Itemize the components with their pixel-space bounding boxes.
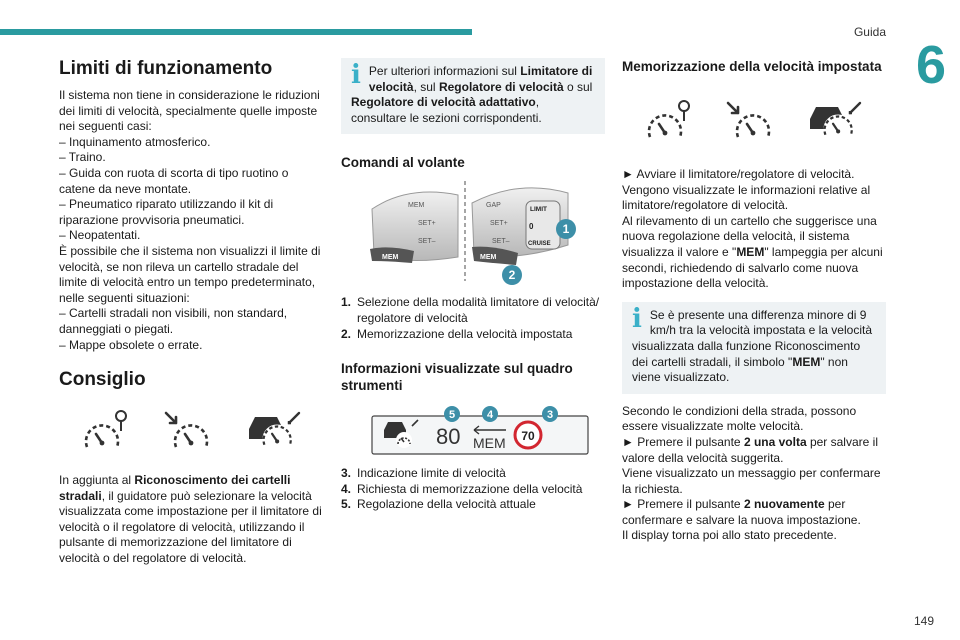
- limits-item: – Cartelli stradali non visibili, non standard, danneggiati o piegati.: [59, 306, 288, 336]
- callout-5-label: 5: [448, 409, 456, 422]
- car-speedometer-icon: [808, 99, 864, 145]
- list-item: 3. Indicazione limite di velocità: [341, 466, 506, 481]
- stalk-gap-label: GAP: [486, 202, 501, 210]
- list-item: 2. Memorizzazione della velocità impostata: [341, 326, 573, 341]
- limits-item: – Pneumatico riparato utilizzando il kit di riparazione provvisoria pneumatici.: [59, 197, 274, 227]
- limits-intro: Il sistema non tiene in considerazione le riduzioni dei limiti di velocità, specialmente quelle imposte nei seguenti casi:: [59, 88, 320, 134]
- section-title: Guida: [853, 25, 886, 39]
- controls-list: [341, 295, 605, 342]
- stalk-set-plus-label-right: SET+: [490, 220, 508, 228]
- limits-item: – Inquinamento atmosferico.: [59, 134, 211, 149]
- page-number: 149: [913, 614, 934, 628]
- stalk-zero-label: 0: [529, 222, 534, 232]
- info-box: [341, 58, 605, 134]
- steering-controls-figure: [341, 181, 605, 289]
- mem-step2: ► Premere il pulsante 2 una volta per salvare il valore della velocità suggerita.: [622, 434, 878, 465]
- mem-para3: Secondo le condizioni della strada, possono essere visualizzate molte velocità.: [622, 403, 857, 434]
- stalk-limit-label: LIMIT: [530, 206, 547, 214]
- callout-1-label: 1: [562, 222, 570, 237]
- mem-step1: ► Avviare il limitatore/regolatore di velocità. Vengono visualizzate le informazioni relative al limitatore/regolatore di velocità.: [622, 167, 871, 213]
- limits-item: – Guida con ruota di scorta di tipo ruotino o catene da neve montate.: [59, 165, 289, 196]
- stalk-mem-label: MEM: [408, 202, 425, 210]
- info-box-mem: [622, 302, 886, 394]
- stalk-mem-button-label-right: MEM: [480, 254, 497, 262]
- cluster-speed-value: 80: [436, 424, 461, 450]
- mem-para2: Al rilevamento di un cartello che suggerisce una nuova regolazione della velocità, il sistema visualizza il valore e "MEM" lampeggia per alcuni secondi, richiedendo di salvarlo come nuova impostazione della velocità.: [622, 213, 883, 291]
- cluster-limit-value: 70: [521, 429, 535, 444]
- header-accent-bar: [0, 29, 472, 35]
- stalk-set-plus-label: SET+: [418, 220, 436, 228]
- mem-step3: ► Premere il pulsante 2 nuovamente per confermare e salvare la nuova impostazione.: [622, 497, 861, 527]
- limits-para2: È possibile che il sistema non visualizzi il limite di velocità, se non rileva un cartello stradale del limite di velocità entro un tempo predeterminato, nelle seguenti situazioni:: [59, 243, 321, 305]
- limits-item: – Traino.: [59, 150, 106, 165]
- column-left: [59, 58, 325, 567]
- list-item: 5. Regolazione della velocità attuale: [341, 497, 536, 512]
- callout-4-label: 4: [486, 409, 494, 422]
- car-speedometer-icon: [247, 409, 303, 455]
- cluster-mem-label: MEM: [473, 435, 506, 452]
- mem-heading: Memorizzazione della velocità impostata: [622, 59, 882, 74]
- chapter-number: 6: [915, 35, 946, 95]
- cluster-list: [341, 466, 605, 513]
- controls-heading: Comandi al volante: [341, 155, 465, 171]
- cluster-display-illustration: [356, 406, 590, 456]
- steering-stalks-illustration: [368, 181, 578, 289]
- column-middle: [341, 58, 605, 513]
- list-item: 4. Richiesta di memorizzazione della velocità: [341, 481, 583, 496]
- limits-heading: Limiti di funzionamento: [59, 58, 273, 79]
- stalk-set-minus-label: SET–: [418, 238, 436, 246]
- column-right: [622, 58, 886, 544]
- callout-3-label: 3: [546, 409, 554, 422]
- info-text: Per ulteriori informazioni sul Limitatore di velocità, sul Regolatore di velocità o sul Regolatore di velocità adattativo, consultare le sezioni corrispondenti.: [351, 64, 593, 125]
- callout-2-label: 2: [508, 268, 516, 283]
- info-icon: i: [632, 303, 642, 334]
- cluster-figure: [341, 406, 605, 456]
- info-icon: i: [351, 60, 361, 90]
- list-item: 1. Selezione della modalità limitatore di velocità/ regolatore di velocità: [341, 295, 600, 325]
- stalk-cruise-label: CRUISE: [528, 241, 551, 248]
- mem-icons: [622, 81, 886, 163]
- info-mem-text: Se è presente una differenza minore di 9 km/h tra la velocità impostata e la velocità visualizzata dalla funzione Riconoscimento dei cartelli stradali, il simbolo "MEM" non viene visualizzato.: [632, 307, 872, 385]
- speedometer-pin-icon: [81, 409, 131, 455]
- speedometer-pin-icon: [644, 99, 694, 145]
- cluster-heading: Informazioni visualizzate sul quadro strumenti: [341, 361, 573, 394]
- stalk-set-minus-label-right: SET–: [492, 238, 510, 246]
- advice-text: In aggiunta al Riconoscimento dei cartelli stradali, il guidatore può selezionare la velocità visualizzata come impostazione per il limitatore di velocità o il regolatore di velocità, utilizzando il pulsante di memorizzazione del limitatore di velocità o del regolatore di velocità.: [59, 473, 322, 566]
- mem-para5: Viene visualizzato un messaggio per confermare la richiesta.: [622, 466, 881, 496]
- stalk-mem-button-label: MEM: [382, 254, 399, 262]
- speedometer-cursor-icon: [726, 99, 776, 145]
- advice-heading: Consiglio: [59, 369, 146, 391]
- advice-icons: [59, 395, 325, 469]
- mem-para7: Il display torna poi allo stato precedente.: [622, 528, 837, 543]
- limits-item: – Mappe obsolete o errate.: [59, 337, 203, 352]
- speedometer-cursor-icon: [164, 409, 214, 455]
- limits-item: – Neopatentati.: [59, 228, 141, 243]
